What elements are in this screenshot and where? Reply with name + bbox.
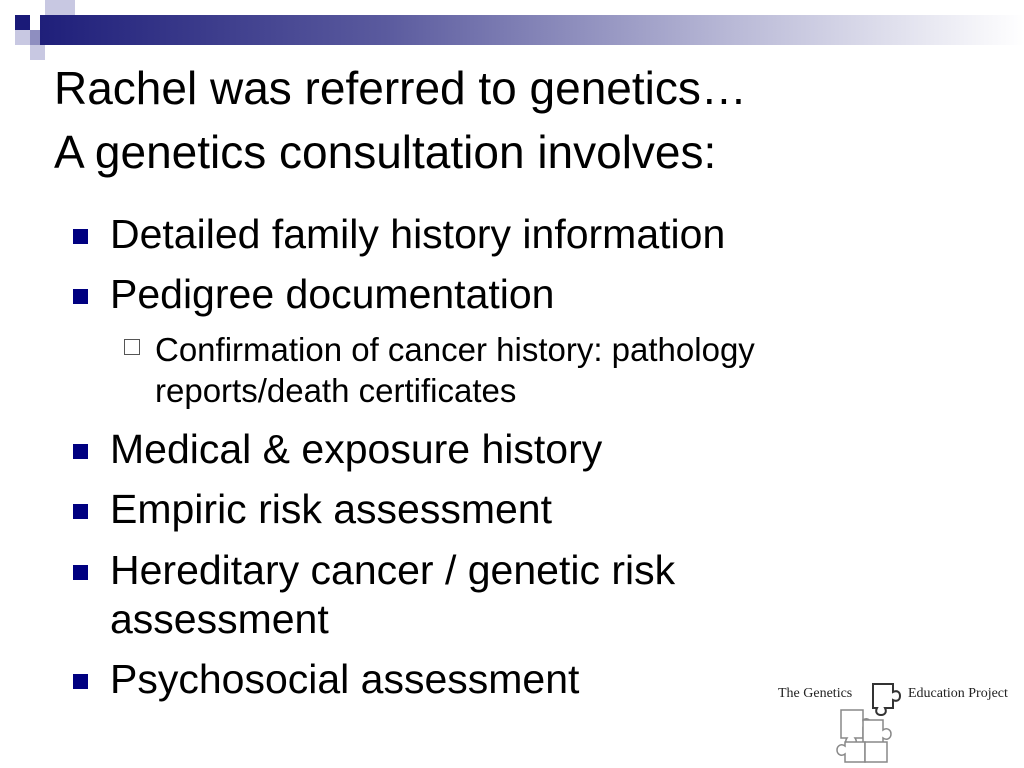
square-bullet-icon (73, 444, 88, 459)
genetics-education-project-logo (775, 680, 1024, 768)
list-item-text: Hereditary cancer / genetic risk (110, 547, 676, 593)
list-item-text: Psychosocial assessment (110, 656, 580, 702)
title-line-1: Rachel was referred to genetics… (54, 62, 747, 114)
list-item (110, 485, 552, 533)
logo-text-left: The Genetics (778, 686, 853, 701)
list-item (110, 425, 602, 473)
list-item (110, 270, 554, 318)
sub-list-item (155, 330, 755, 370)
list-item (110, 210, 725, 258)
list-item-text: Empiric risk assessment (110, 486, 552, 532)
puzzle-pieces-icon (831, 680, 911, 768)
sub-item-text-line-2: reports/death certificates (155, 372, 517, 409)
list-item (110, 546, 675, 594)
square-bullet-icon (73, 229, 88, 244)
square-bullet-icon (73, 289, 88, 304)
logo-text-right: Education Project (908, 686, 1008, 701)
square-bullet-icon (73, 504, 88, 519)
list-item-text: Pedigree documentation (110, 271, 555, 317)
list-item-continuation (110, 595, 329, 643)
list-item (110, 655, 579, 703)
list-item-text: Detailed family history information (110, 211, 726, 257)
square-bullet-icon (73, 674, 88, 689)
sub-list-item-continuation (155, 371, 516, 411)
list-item-text: Medical & exposure history (110, 426, 603, 472)
sub-item-text-line-1: Confirmation of cancer history: pathology (155, 331, 755, 368)
hollow-square-bullet-icon (124, 339, 140, 355)
list-item-text: assessment (110, 596, 329, 642)
square-bullet-icon (73, 565, 88, 580)
title-line-2: A genetics consultation involves: (54, 126, 717, 178)
